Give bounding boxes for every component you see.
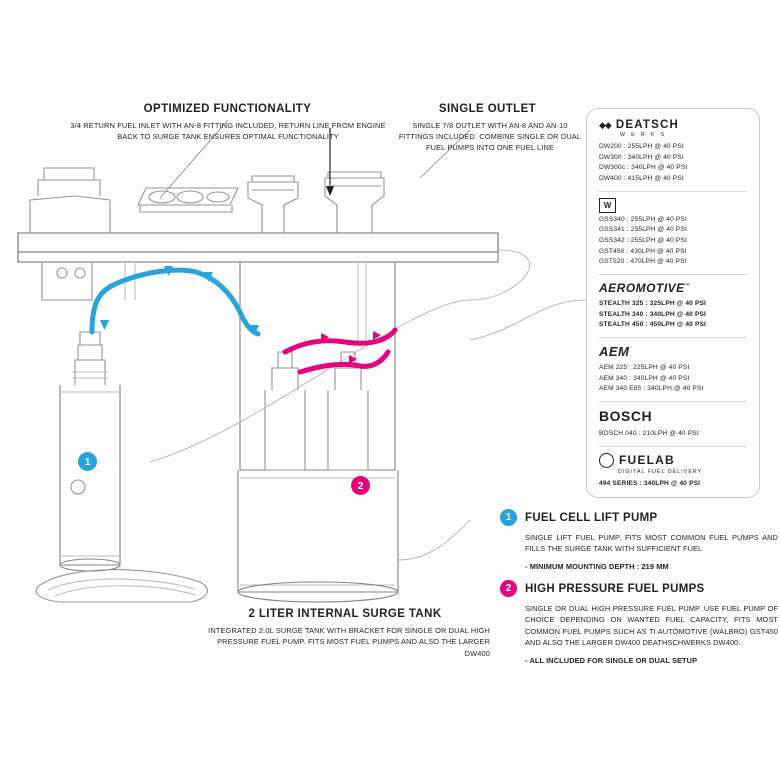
legend-badge-2: 2 [500,580,517,597]
callout-title-optimized: OPTIMIZED FUNCTIONALITY [143,103,312,115]
pump-line: DW200 : 255LPH @ 40 PSI [599,143,684,150]
brand-block-walbro [587,198,759,268]
brand-block-deatschwerks [587,109,759,185]
callout-body-optimized: 3/4 RETURN FUEL INLET WITH AN-8 FITTING INCLUDED, RETURN LINE FROM ENGINE BACK TO SURGE TANK ENSURES OPTIMAL FUNCTIONALITY [70,121,386,142]
pump-line: GST450 : 430LPH @ 40 PSI [599,247,687,255]
pump-line: GSS342 : 255LPH @ 40 PSI [599,237,688,245]
legend-title-2: HIGH PRESSURE FUEL PUMPS [525,582,705,595]
pump-line: GSS340 : 255LPH @ 40 PSI [599,215,688,223]
callout-body-surge-tank: INTEGRATED 2.0L SURGE TANK WITH BRACKET FOR SINGLE OR DUAL HIGH PRESSURE FUEL PUMP. FITS MOST FUEL PUMPS AND ALSO THE LARGER DW400 [208,626,490,658]
pump-line: DW400 : 415LPH @ 40 PSI [599,175,684,183]
fuelab-logo-icon [599,453,614,468]
brand-name-aeromotive: AEROMOTIVE™ [599,281,691,296]
brand-block-fuelab [587,453,759,490]
legend-item-hp-pumps [500,580,780,665]
pump-line: AEM 340 E85 : 340LPH @ 40 PSI [599,385,704,393]
brand-name-aem: AEM [599,344,630,360]
marker-badge-1: 1 [78,452,97,471]
pump-line: DW300 : 340LPH @ 40 PSI [599,153,684,161]
legend-body-1: SINGLE LIFT FUEL PUMP, FITS MOST COMMON FUEL PUMPS AND FILLS THE SURGE TANK WITH SUFFICIENT FUEL [525,533,778,554]
deatschwerks-logo-icon: ◆◆ [599,119,611,130]
legend-note-1: - MINIMUM MOUNTING DEPTH : 219 MM [525,561,669,571]
brand-label-aeromotive: AEROMOTIVE [599,281,685,296]
divider [599,401,747,402]
legend-note-2: - ALL INCLUDED FOR SINGLE OR DUAL SETUP [525,655,698,665]
brand-sub-fuelab: DIGITAL FUEL DELIVERY [618,468,703,475]
divider [599,337,747,338]
brand-block-aeromotive [587,281,759,331]
divider [599,191,747,192]
divider [599,274,747,275]
pump-line: BOSCH 040 : 210LPH @ 40 PSI [599,430,699,438]
pump-compatibility-panel [586,108,760,498]
pump-line: STEALTH 340 : 340LPH @ 40 PSI [599,310,707,318]
callout-body-outlet: SINGLE 7/8 OUTLET WITH AN-8 AND AN-10 FITTINGS INCLUDED. COMBINE SINGLE OR DUAL FUEL PUMPS INTO ONE FUEL LINE [398,121,582,153]
brand-sub-deatschwerks: W E R K S [620,132,667,138]
brand-name-deatschwerks: DEATSCH [615,119,679,131]
brand-name-bosch: BOSCH [599,408,653,425]
legend-title-1: FUEL CELL LIFT PUMP [525,511,658,524]
callout-title-outlet: SINGLE OUTLET [438,103,537,115]
pump-line: GSS341 : 255LPH @ 40 PSI [599,226,688,234]
pump-line: GST520 : 470LPH @ 40 PSI [599,258,687,266]
pump-line: AEM 225 : 225LPH @ 40 PSI [599,364,690,372]
pump-line: AEM 340 : 340LPH @ 40 PSI [599,374,690,382]
brand-block-bosch [587,408,759,440]
callout-title-surge-tank: 2 LITER INTERNAL SURGE TANK [248,608,442,620]
pump-line: DW300c : 340LPH @ 40 PSI [599,164,688,172]
legend-body-2: SINGLE OR DUAL HIGH PRESSURE FUEL PUMP. USE FUEL PUMP OF CHOICE DEPENDING ON WANTED FUEL CAPACITY, FITS MOST COMMON FUEL PUMPS SUCH AS TI AUTOMOTIVE (WALBRO) GST450 AND ALSO THE LARGER DW400 DEATHSCHWERKS DW400. [525,604,778,648]
marker-badge-2: 2 [351,476,370,495]
brand-block-aem [587,344,759,395]
pump-line: STEALTH 325 : 325LPH @ 40 PSI [599,300,707,308]
walbro-logo-icon: W [599,198,616,213]
brand-name-fuelab: FUELAB [619,453,675,468]
pump-line: STEALTH 450 : 450LPH @ 40 PSI [599,321,707,329]
legend-item-lift-pump [500,509,780,571]
pump-line: 494 SERIES : 340LPH @ 40 PSI [599,479,701,487]
legend-badge-1: 1 [500,509,517,526]
divider [599,446,747,447]
